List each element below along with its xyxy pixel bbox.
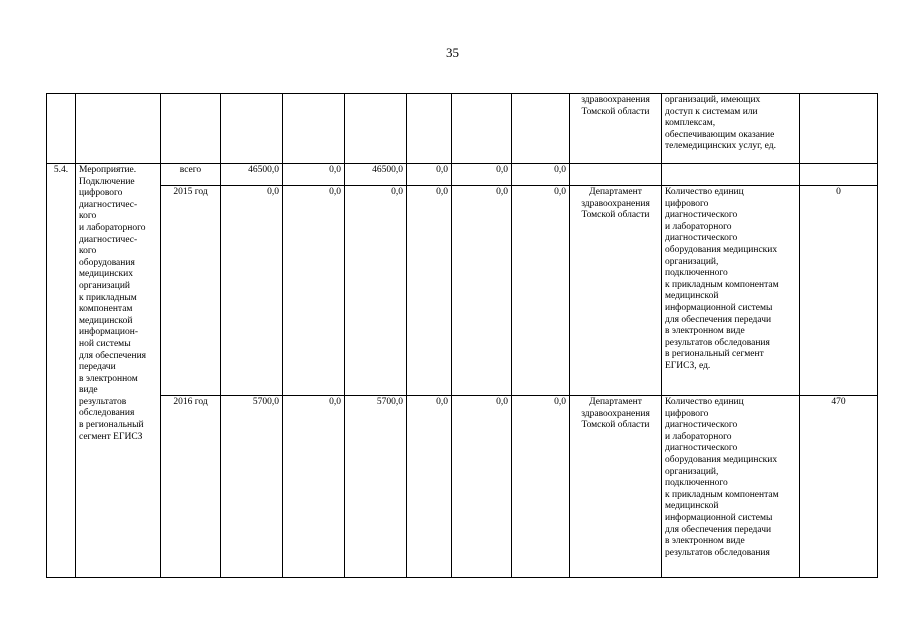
cell-period [161, 94, 221, 164]
cell-other [512, 94, 570, 164]
cell-executor [570, 164, 662, 186]
item-number: 5.4. [47, 164, 76, 578]
program-table [46, 93, 878, 578]
cell-executor: здравоохранения Томской области [570, 94, 662, 164]
cell-other: 0,0 [512, 164, 570, 186]
cell-tfoms [452, 94, 512, 164]
cell-federal: 0,0 [283, 186, 345, 396]
cell-number [47, 94, 76, 164]
cell-indicator: Количество единиц цифрового диагностического и лабораторного диагностического оборудования медицинских организаций, подключенного к прикладным компонентам медицинской информационной системы для обеспечения передачи в электронном виде результатов обследования в региональный сегмент ЕГИСЗ, ед. [662, 186, 800, 396]
table-row-total [47, 164, 878, 186]
cell-other: 0,0 [512, 186, 570, 396]
cell-local: 0,0 [407, 396, 452, 578]
cell-indicator [662, 164, 800, 186]
table-row-2015 [47, 186, 878, 396]
cell-total: 0,0 [221, 186, 283, 396]
cell-period: 2016 год [161, 396, 221, 578]
page-number: 35 [446, 45, 459, 60]
cell-regional: 0,0 [345, 186, 407, 396]
cell-total: 46500,0 [221, 164, 283, 186]
cell-regional: 46500,0 [345, 164, 407, 186]
cell-federal: 0,0 [283, 396, 345, 578]
cell-total: 5700,0 [221, 396, 283, 578]
cell-value: 0 [800, 186, 878, 396]
cell-tfoms: 0,0 [452, 396, 512, 578]
cell-executor: Департамент здравоохранения Томской области [570, 186, 662, 396]
cell-name [76, 94, 161, 164]
cell-local: 0,0 [407, 164, 452, 186]
cell-federal: 0,0 [283, 164, 345, 186]
cell-other: 0,0 [512, 396, 570, 578]
cell-total [221, 94, 283, 164]
cell-federal [283, 94, 345, 164]
table-row-continuation [47, 94, 878, 164]
cell-tfoms: 0,0 [452, 186, 512, 396]
cell-indicator: организаций, имеющих доступ к системам или комплексам, обеспечивающим оказание телемедицинских услуг, ед. [662, 94, 800, 164]
cell-value: 470 [800, 396, 878, 578]
cell-period: 2015 год [161, 186, 221, 396]
cell-executor: Департамент здравоохранения Томской области [570, 396, 662, 578]
cell-regional [345, 94, 407, 164]
cell-regional: 5700,0 [345, 396, 407, 578]
cell-local: 0,0 [407, 186, 452, 396]
cell-value [800, 94, 878, 164]
item-name: Мероприятие. Подключение цифрового диагностичес- кого и лабораторного диагностичес- кого оборудования медицинских организаций к прикладным компонентам медицинской информацион- ной системы для обеспечения передачи в электронном виде результатов обследования в региональный сегмент ЕГИСЗ [76, 164, 161, 578]
cell-local [407, 94, 452, 164]
table-row-2016 [47, 396, 878, 578]
cell-period: всего [161, 164, 221, 186]
cell-value [800, 164, 878, 186]
cell-tfoms: 0,0 [452, 164, 512, 186]
cell-indicator: Количество единиц цифрового диагностического и лабораторного диагностического оборудования медицинских организаций, подключенного к прикладным компонентам медицинской информационной системы для обеспечения передачи в электронном виде результатов обследования [662, 396, 800, 578]
